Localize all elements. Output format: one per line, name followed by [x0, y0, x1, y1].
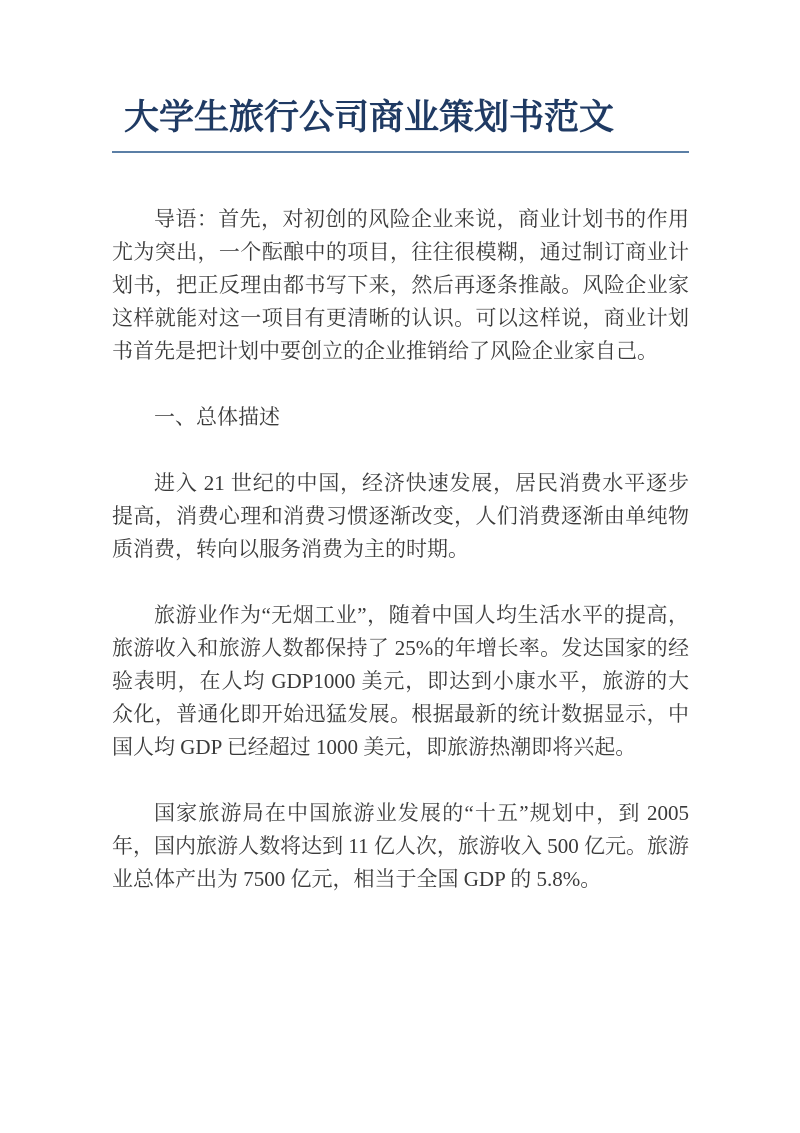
- paragraph: 国家旅游局在中国旅游业发展的“十五”规划中，到 2005 年，国内旅游人数将达到 11 亿人次，旅游收入 500 亿元。旅游业总体产出为 7500 亿元，相当于全国 GDP 的 5.8%。: [112, 801, 689, 891]
- paragraph: 旅游业作为“无烟工业”，随着中国人均生活水平的提高，旅游收入和旅游人数都保持了 25%的年增长率。发达国家的经验表明，在人均 GDP1000 美元，即达到小康水平，旅游的大众化，普通化即开始迅猛发展。根据最新的统计数据显示，中国人均 GDP 已经超过 1000 美元，即旅游热潮即将兴起。: [112, 603, 689, 759]
- paragraph: 进入 21 世纪的中国，经济快速发展，居民消费水平逐步提高，消费心理和消费习惯逐渐改变，人们消费逐渐由单纯物质消费，转向以服务消费为主的时期。: [112, 471, 689, 561]
- section-heading: 一、总体描述: [154, 405, 280, 429]
- document-page: [0, 97, 800, 1133]
- document-title: 大学生旅行公司商业策划书范文: [124, 98, 615, 137]
- paragraph-intro: 导语：首先，对初创的风险企业来说，商业计划书的作用尤为突出，一个酝酿中的项目，往往很模糊，通过制订商业计划书，把正反理由都书写下来，然后再逐条推敲。风险企业家这样就能对这一项目有更清晰的认识。可以这样说，商业计划书首先是把计划中要创立的企业推销给了风险企业家自己。: [112, 207, 689, 363]
- title-divider: [112, 151, 689, 153]
- document-body: [112, 203, 689, 896]
